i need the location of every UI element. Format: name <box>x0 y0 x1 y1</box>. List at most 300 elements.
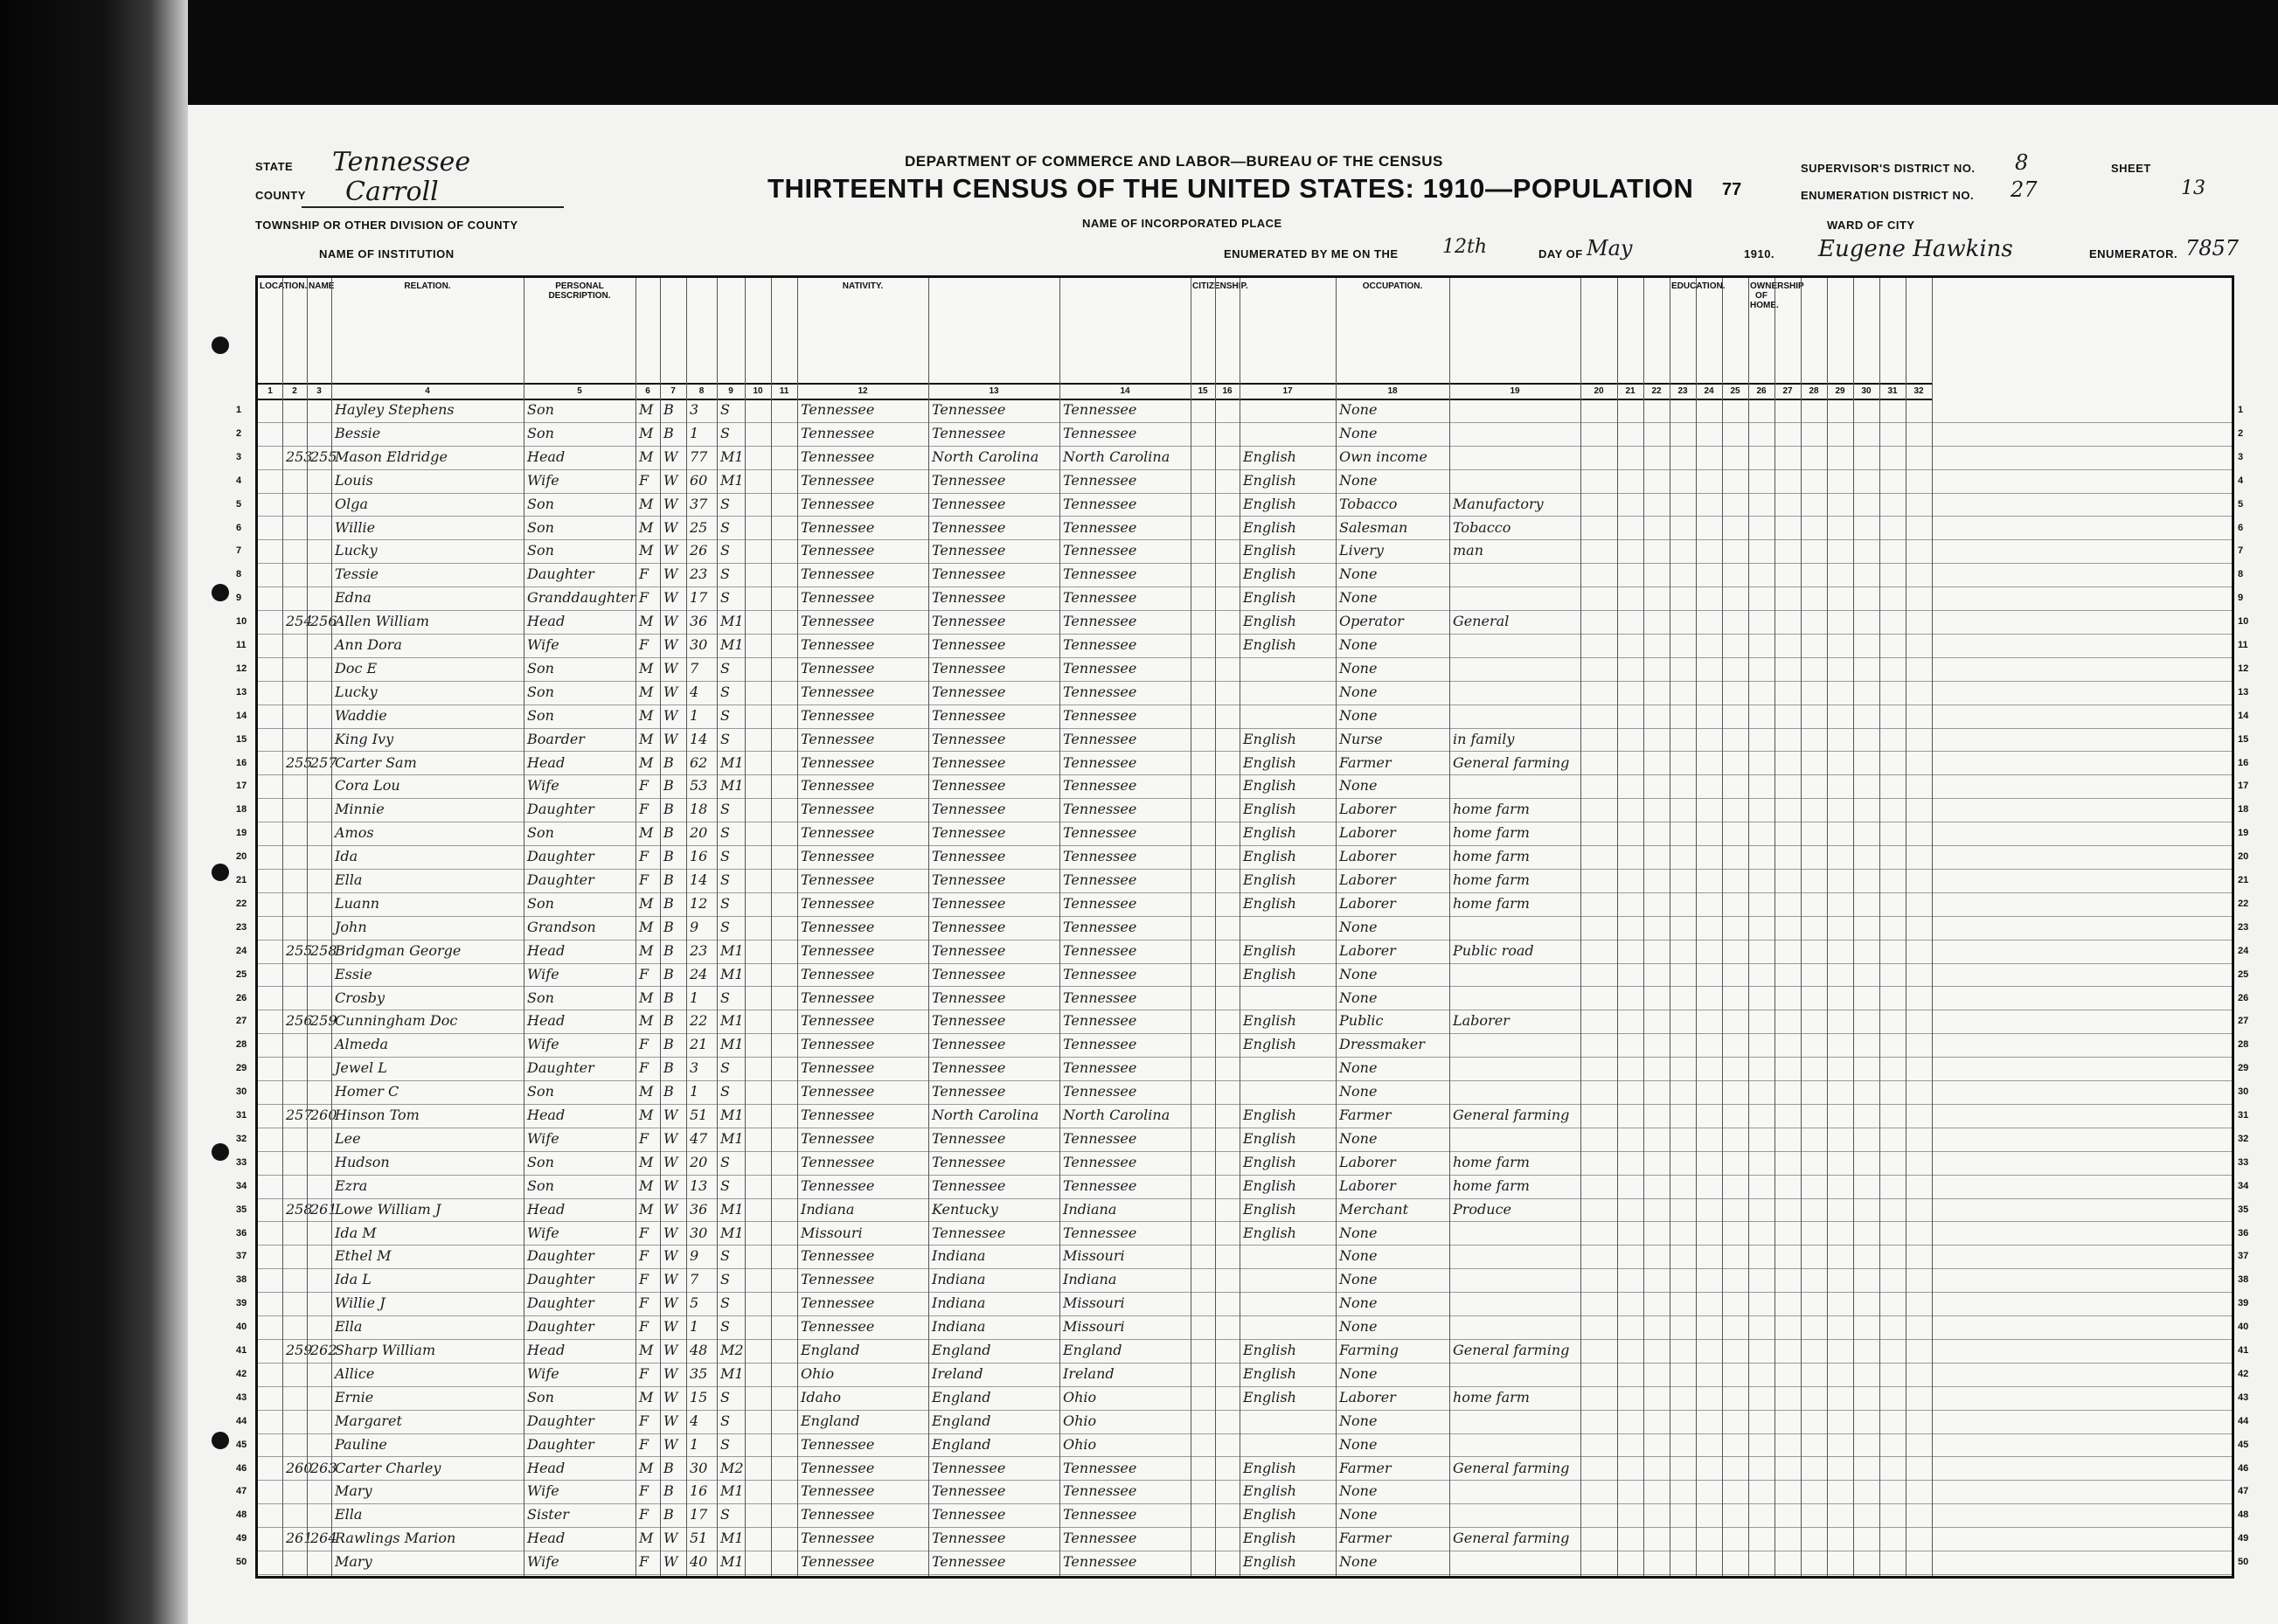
line-number: 49 <box>236 1533 247 1544</box>
cell-ms: M1 <box>720 448 744 465</box>
cell-fam <box>307 422 331 445</box>
table-row <box>258 1151 2232 1176</box>
cell-birth: Tennessee <box>801 518 875 536</box>
cell-rel: Son <box>527 495 554 512</box>
column-header-label <box>1580 278 1617 285</box>
table-row <box>258 1363 2232 1387</box>
table-row <box>258 634 2232 658</box>
cell-lang: English <box>1243 894 1296 912</box>
cell-fam <box>307 493 331 516</box>
column-header-label <box>771 278 797 285</box>
column-number: 2 <box>282 383 308 400</box>
cell-birth: Tennessee <box>801 566 875 583</box>
line-number: 5 <box>236 498 242 510</box>
cell-fam <box>307 1033 331 1056</box>
line-number: 32 <box>236 1133 247 1144</box>
cell-birth: Tennessee <box>801 424 875 441</box>
cell-sex: M <box>639 894 654 912</box>
cell-fbirth: Tennessee <box>932 424 1006 441</box>
cell-name: Almeda <box>335 1036 389 1053</box>
cell-lang <box>1240 399 1336 421</box>
cell-race: W <box>663 1342 678 1358</box>
cell-race: B <box>663 965 674 982</box>
state-label: STATE <box>255 160 294 173</box>
line-number-right: 19 <box>2238 828 2249 839</box>
cell-fam <box>307 1057 331 1079</box>
cell-name: John <box>335 918 367 935</box>
line-number-right: 22 <box>2238 898 2249 909</box>
line-number: 16 <box>236 757 247 768</box>
table-row <box>258 1057 2232 1081</box>
cell-birth: Tennessee <box>801 1059 875 1077</box>
cell-rel: Wife <box>527 471 559 489</box>
cell-race: W <box>663 1388 678 1405</box>
month-value: May <box>1587 236 1633 260</box>
cell-ind <box>1449 1245 1580 1267</box>
table-row <box>258 1457 2232 1482</box>
cell-fam <box>307 1175 331 1197</box>
cell-name: Allen William <box>335 613 429 630</box>
cell-lang: English <box>1243 495 1296 512</box>
line-number: 6 <box>236 522 242 533</box>
column-header-label <box>660 278 686 285</box>
cell-lang: English <box>1243 566 1296 583</box>
table-row <box>258 1503 2232 1528</box>
cell-mbirth: Tennessee <box>1063 1036 1137 1053</box>
cell-rel: Son <box>527 518 554 536</box>
table-row <box>258 539 2232 564</box>
cell-ind: General farming <box>1453 1107 1570 1123</box>
cell-age: 4 <box>690 1412 699 1429</box>
cell-fbirth: Tennessee <box>932 636 1006 653</box>
cell-name: Willie J <box>335 1294 385 1312</box>
column-header <box>282 278 308 383</box>
cell-age: 7 <box>690 659 699 677</box>
table-row <box>258 681 2232 705</box>
cell-mbirth: Tennessee <box>1063 1083 1137 1100</box>
cell-race: W <box>663 636 678 653</box>
cell-sex: M <box>639 1153 654 1170</box>
cell-birth: Tennessee <box>801 495 875 512</box>
column-header-label: OCCUPATION. <box>1362 281 1423 291</box>
cell-birth: Tennessee <box>801 1129 875 1147</box>
census-table <box>255 275 2234 1579</box>
cell-trade: None <box>1339 965 1378 982</box>
cell-race: W <box>663 613 678 630</box>
cell-fbirth: Tennessee <box>932 471 1006 489</box>
line-number-right: 46 <box>2238 1462 2249 1474</box>
cell-dw <box>282 1551 307 1573</box>
line-number: 31 <box>236 1110 247 1121</box>
cell-lang <box>1240 704 1336 727</box>
table-row <box>258 657 2232 682</box>
cell-fbirth: Tennessee <box>932 613 1006 630</box>
cell-dw <box>282 845 307 868</box>
cell-ind: man <box>1453 542 1484 559</box>
cell-race: W <box>663 1129 678 1147</box>
corner-number: 7857 <box>2185 236 2240 260</box>
cell-trade: None <box>1339 1271 1378 1288</box>
column-number: 24 <box>1696 383 1723 400</box>
cell-fam: 263 <box>310 1459 337 1476</box>
cell-fam <box>307 987 331 1010</box>
column-divider <box>797 278 798 1576</box>
cell-age: 47 <box>690 1129 708 1147</box>
cell-name: Cunningham Doc <box>335 1012 458 1030</box>
line-number: 46 <box>236 1462 247 1474</box>
cell-race: W <box>663 1200 678 1218</box>
cell-lang: English <box>1243 1012 1296 1030</box>
cell-fbirth: Tennessee <box>932 1482 1006 1500</box>
cell-ms: S <box>720 1059 730 1077</box>
cell-trade: Laborer <box>1339 871 1396 888</box>
cell-trade: None <box>1339 777 1378 795</box>
cell-mbirth: Tennessee <box>1063 1153 1137 1170</box>
line-number: 11 <box>236 640 247 650</box>
cell-fam <box>307 1386 331 1409</box>
cell-age: 1 <box>690 1435 699 1453</box>
cell-dw: 255 <box>286 753 313 771</box>
cell-lang: English <box>1243 753 1296 771</box>
column-number: 17 <box>1240 383 1337 400</box>
cell-ind: General farming <box>1453 753 1570 771</box>
cell-ms: S <box>720 1083 730 1100</box>
cell-dw <box>282 822 307 844</box>
cell-birth: Tennessee <box>801 777 875 795</box>
supervisor-value: 8 <box>2015 150 2029 175</box>
cell-birth: Tennessee <box>801 1176 875 1194</box>
cell-ms: S <box>720 424 730 441</box>
cell-ind <box>1449 1480 1580 1503</box>
cell-fam <box>307 1480 331 1503</box>
incorporated-place-label: NAME OF INCORPORATED PLACE <box>1082 217 1282 230</box>
cell-name: Ella <box>335 871 363 888</box>
cell-fbirth: Tennessee <box>932 683 1006 700</box>
cell-fam: 260 <box>310 1107 337 1123</box>
cell-race: B <box>663 989 674 1006</box>
cell-name: Ella <box>335 1318 363 1336</box>
column-number: 29 <box>1827 383 1854 400</box>
cell-lang: English <box>1243 471 1296 489</box>
cell-name: Homer C <box>335 1083 399 1100</box>
cell-ind <box>1449 963 1580 986</box>
line-number-right: 5 <box>2238 498 2244 510</box>
cell-birth: Tennessee <box>801 401 875 418</box>
cell-birth: Tennessee <box>801 1036 875 1053</box>
cell-ms: S <box>720 518 730 536</box>
county-value: Carroll <box>345 177 439 207</box>
cell-fam <box>307 869 331 892</box>
cell-sex: M <box>639 1388 654 1405</box>
cell-sex: M <box>639 753 654 771</box>
cell-dw <box>282 1175 307 1197</box>
column-divider <box>635 278 636 1576</box>
column-header <box>1853 278 1880 383</box>
table-row <box>258 822 2232 846</box>
cell-ind <box>1449 1410 1580 1433</box>
cell-lang <box>1240 916 1336 939</box>
table-row <box>258 774 2232 799</box>
cell-dw <box>282 798 307 821</box>
table-row <box>258 1527 2232 1551</box>
cell-ms: S <box>720 566 730 583</box>
cell-dw <box>282 728 307 751</box>
column-divider <box>1932 278 1933 1576</box>
line-number: 1 <box>236 405 242 415</box>
column-divider <box>1801 278 1802 1576</box>
line-number-right: 36 <box>2238 1227 2249 1239</box>
cell-lang <box>1240 987 1336 1010</box>
cell-sex: M <box>639 613 654 630</box>
column-header <box>771 278 798 383</box>
cell-fam <box>307 563 331 586</box>
cell-sex: F <box>639 1318 649 1336</box>
cell-lang: English <box>1243 636 1296 653</box>
cell-mbirth: Missouri <box>1063 1294 1125 1312</box>
line-number: 2 <box>236 427 242 439</box>
cell-fbirth: Tennessee <box>932 1224 1006 1241</box>
cell-dw <box>282 1410 307 1433</box>
enumeration-district-label: ENUMERATION DISTRICT NO. <box>1801 189 1975 202</box>
cell-lang <box>1240 1433 1336 1456</box>
column-number: 16 <box>1215 383 1240 400</box>
column-number: 22 <box>1643 383 1670 400</box>
cell-birth: Tennessee <box>801 613 875 630</box>
cell-trade: None <box>1339 1294 1378 1312</box>
table-row <box>258 1386 2232 1411</box>
column-divider <box>1696 278 1697 1576</box>
cell-lang: English <box>1243 1459 1296 1476</box>
cell-dw <box>282 892 307 915</box>
cell-ms: S <box>720 1506 730 1523</box>
cell-name: Sharp William <box>335 1342 436 1358</box>
cell-trade: Tobacco <box>1339 495 1398 512</box>
cell-dw <box>282 1033 307 1056</box>
cell-race: B <box>663 824 674 842</box>
cell-race: B <box>663 753 674 771</box>
cell-sex: F <box>639 801 649 818</box>
cell-name: Ella <box>335 1506 363 1523</box>
line-number: 24 <box>236 945 247 956</box>
cell-trade: None <box>1339 918 1378 935</box>
cell-mbirth: Tennessee <box>1063 683 1137 700</box>
cell-lang: English <box>1243 1153 1296 1170</box>
cell-lang: English <box>1243 518 1296 536</box>
cell-race: B <box>663 401 674 418</box>
cell-lang: English <box>1243 613 1296 630</box>
cell-rel: Grandson <box>527 918 596 935</box>
cell-age: 17 <box>690 1506 708 1523</box>
cell-mbirth: Tennessee <box>1063 1129 1137 1147</box>
cell-sex: M <box>639 1342 654 1358</box>
cell-age: 26 <box>690 542 708 559</box>
cell-mbirth: Tennessee <box>1063 613 1137 630</box>
line-number-right: 45 <box>2238 1439 2249 1450</box>
cell-trade: None <box>1339 636 1378 653</box>
line-number: 3 <box>236 451 242 462</box>
year-label: 1910. <box>1744 247 1775 260</box>
cell-fam <box>307 634 331 656</box>
cell-ms: M1 <box>720 1129 744 1147</box>
cell-fam <box>307 1128 331 1150</box>
cell-trade: None <box>1339 1482 1378 1500</box>
column-header <box>1191 278 1248 383</box>
cell-fam <box>307 586 331 609</box>
cell-name: Louis <box>335 471 373 489</box>
line-number-right: 14 <box>2238 710 2249 721</box>
cell-dw: 255 <box>286 941 313 959</box>
cell-lang: English <box>1243 1176 1296 1194</box>
cell-mbirth: Tennessee <box>1063 801 1137 818</box>
table-row <box>258 469 2232 494</box>
cell-age: 4 <box>690 683 699 700</box>
cell-birth: Tennessee <box>801 1271 875 1288</box>
cell-fbirth: Tennessee <box>932 730 1006 747</box>
column-divider <box>1722 278 1723 1576</box>
cell-age: 21 <box>690 1036 708 1053</box>
line-number-right: 12 <box>2238 663 2249 674</box>
cell-mbirth: Tennessee <box>1063 659 1137 677</box>
cell-dw: 257 <box>286 1107 313 1123</box>
cell-dw <box>282 657 307 680</box>
cell-sex: F <box>639 871 649 888</box>
cell-trade: Nurse <box>1339 730 1383 747</box>
column-header-label <box>1449 278 1580 285</box>
column-header <box>1801 278 1828 383</box>
cell-sex: M <box>639 542 654 559</box>
line-number-right: 44 <box>2238 1415 2249 1426</box>
cell-rel: Head <box>527 448 566 465</box>
cell-age: 17 <box>690 589 708 607</box>
cell-dw <box>282 1363 307 1385</box>
cell-name: Mason Eldridge <box>335 448 448 465</box>
institution-label: NAME OF INSTITUTION <box>319 247 455 260</box>
cell-rel: Head <box>527 1012 566 1030</box>
line-number-right: 6 <box>2238 522 2244 533</box>
column-divider <box>928 278 929 1576</box>
cell-name: Bessie <box>335 424 381 441</box>
cell-rel: Wife <box>527 1129 559 1147</box>
cell-trade: None <box>1339 401 1378 418</box>
cell-fbirth: Tennessee <box>932 753 1006 771</box>
cell-ms: S <box>720 801 730 818</box>
cell-fam <box>307 399 331 421</box>
cell-ind <box>1449 1292 1580 1315</box>
table-row <box>258 610 2232 635</box>
line-number-right: 25 <box>2238 968 2249 980</box>
cell-fbirth: Tennessee <box>932 566 1006 583</box>
line-number: 23 <box>236 921 247 933</box>
cell-fbirth: Tennessee <box>932 1129 1006 1147</box>
cell-ms: S <box>720 871 730 888</box>
column-header <box>524 278 636 383</box>
cell-ind: General <box>1453 613 1510 630</box>
cell-ms: M1 <box>720 1036 744 1053</box>
line-number-right: 3 <box>2238 451 2244 462</box>
cell-ms: M1 <box>720 1364 744 1382</box>
cell-ms: M1 <box>720 1530 744 1547</box>
cell-age: 53 <box>690 777 708 795</box>
cell-ind: home farm <box>1453 1388 1530 1405</box>
cell-dw <box>282 1080 307 1103</box>
ward-label: WARD OF CITY <box>1827 219 1915 232</box>
cell-lang: English <box>1243 871 1296 888</box>
cell-age: 25 <box>690 518 708 536</box>
cell-ms: S <box>720 683 730 700</box>
cell-dw <box>282 1480 307 1503</box>
line-number-right: 31 <box>2238 1110 2249 1121</box>
cell-ms: S <box>720 659 730 677</box>
cell-trade: Farming <box>1339 1342 1399 1358</box>
cell-name: Ethel M <box>335 1247 392 1265</box>
column-number: 20 <box>1580 383 1618 400</box>
cell-dw: 259 <box>286 1342 313 1358</box>
cell-fam <box>307 963 331 986</box>
cell-age: 1 <box>690 1083 699 1100</box>
column-divider <box>1827 278 1828 1576</box>
cell-rel: Daughter <box>527 1318 594 1336</box>
column-header-label <box>1215 278 1240 285</box>
punch-hole <box>212 337 229 354</box>
cell-trade: Salesman <box>1339 518 1408 536</box>
cell-ms: S <box>720 1271 730 1288</box>
cell-fbirth: Tennessee <box>932 918 1006 935</box>
cell-ind: Laborer <box>1453 1012 1510 1030</box>
column-number: 7 <box>660 383 687 400</box>
cell-fbirth: North Carolina <box>932 448 1039 465</box>
cell-sex: F <box>639 777 649 795</box>
cell-birth: England <box>801 1412 860 1429</box>
cell-name: Carter Charley <box>335 1459 441 1476</box>
column-number: 32 <box>1906 383 1933 400</box>
cell-mbirth: Tennessee <box>1063 589 1137 607</box>
cell-mbirth: Tennessee <box>1063 730 1137 747</box>
cell-fam <box>307 539 331 562</box>
enumerator-label: ENUMERATOR. <box>2089 247 2178 260</box>
cell-ms: S <box>720 894 730 912</box>
cell-lang <box>1240 1410 1336 1433</box>
cell-trade: None <box>1339 1224 1378 1241</box>
column-header-label: OWNERSHIP OF HOME. <box>1750 281 1804 310</box>
cell-lang: English <box>1243 1107 1296 1123</box>
table-row <box>258 1198 2232 1223</box>
column-header-label: EDUCATION. <box>1671 281 1726 291</box>
cell-sex: M <box>639 989 654 1006</box>
line-number-right: 27 <box>2238 1016 2249 1027</box>
cell-lang: English <box>1243 1388 1296 1405</box>
cell-ms: M1 <box>720 613 744 630</box>
cell-rel: Boarder <box>527 730 585 747</box>
cell-trade: None <box>1339 566 1378 583</box>
cell-race: B <box>663 871 674 888</box>
column-header-label <box>635 278 660 285</box>
cell-rel: Sister <box>527 1506 569 1523</box>
cell-trade: Livery <box>1339 542 1384 559</box>
cell-fbirth: Tennessee <box>932 777 1006 795</box>
cell-age: 1 <box>690 424 699 441</box>
cell-name: Willie <box>335 518 376 536</box>
column-divider <box>745 278 746 1576</box>
cell-name: Hudson <box>335 1153 390 1170</box>
cell-rel: Son <box>527 401 554 418</box>
cell-ms: S <box>720 1153 730 1170</box>
cell-trade: None <box>1339 989 1378 1006</box>
cell-ms: S <box>720 401 730 418</box>
cell-rel: Son <box>527 706 554 724</box>
cell-birth: Tennessee <box>801 706 875 724</box>
cell-dw: 261 <box>286 1530 313 1547</box>
cell-dw: 260 <box>286 1459 313 1476</box>
